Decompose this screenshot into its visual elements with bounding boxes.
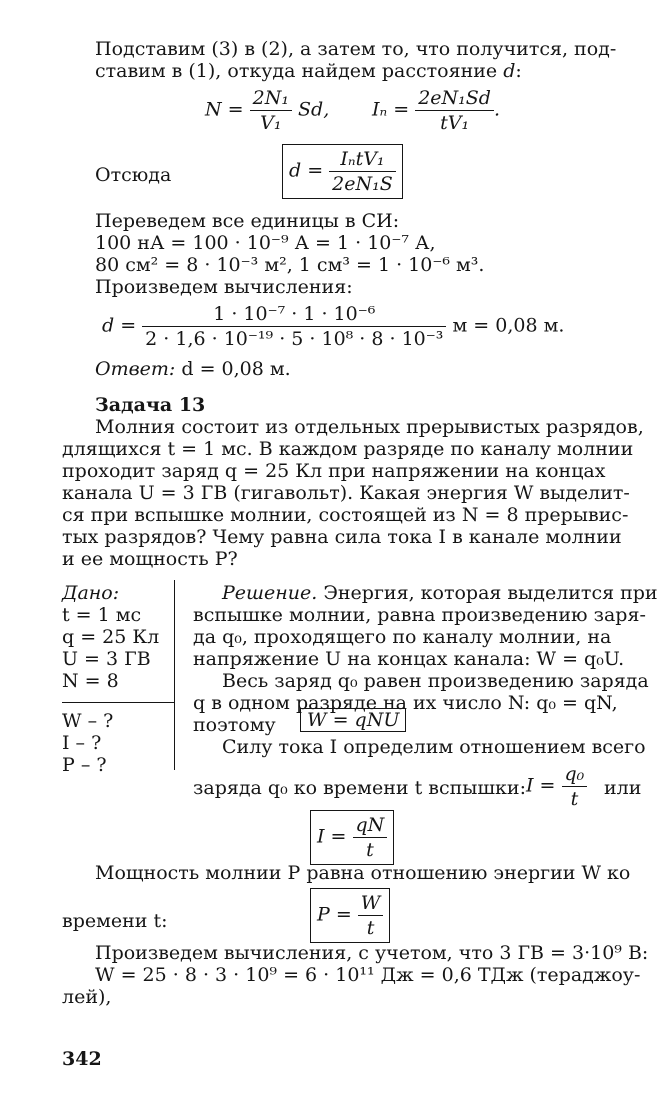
task-line: Молния состоит из отдельных прерывистых разрядов, — [95, 416, 644, 438]
solution-line: заряда q₀ ко времени t вспышки: — [193, 777, 526, 799]
fraction — [415, 86, 494, 135]
given-divider — [62, 702, 174, 703]
calc-result: м = 0,08 м. — [452, 314, 565, 337]
denominator: t — [562, 786, 588, 811]
solution-line: времени t: — [62, 910, 168, 932]
given-block — [62, 580, 175, 776]
solution-line: или — [604, 777, 642, 799]
eq-left: d = — [102, 314, 137, 337]
denominator: tV₁ — [415, 110, 494, 135]
given-item: U = 3 ГВ — [62, 648, 151, 670]
solution-line: поэтому — [193, 714, 276, 736]
unknown-item: P – ? — [62, 754, 107, 776]
denominator: V₁ — [250, 110, 292, 135]
numerator: IₙtV₁ — [340, 148, 385, 170]
unknown-item: W – ? — [62, 710, 114, 732]
solution-line: напряжение U на концах канала: W = q₀U. — [193, 648, 625, 670]
answer-value: d = 0,08 м. — [181, 358, 291, 380]
solution-line: вспышке молнии, равна произведению заря- — [193, 604, 646, 626]
numerator: 2eN₁Sd — [418, 87, 491, 109]
numerator: 1 · 10⁻⁷ · 1 · 10⁻⁶ — [213, 303, 376, 325]
text-line: Произведем вычисления: — [95, 276, 353, 298]
text-line: ставим в (1), откуда найдем расстояние d: — [95, 60, 522, 82]
answer-label: Ответ: — [95, 358, 176, 380]
denominator: 2 · 1,6 · 10⁻¹⁹ · 5 · 10⁸ · 8 · 10⁻³ — [142, 326, 446, 351]
boxed-formula-d — [282, 144, 403, 199]
solution-line: Весь заряд q₀ равен произведению заряда — [222, 670, 649, 692]
solution-label: Решение. — [222, 582, 318, 604]
given-item: q = 25 Кл — [62, 626, 160, 648]
solution-line: q в одном разряде на их число N: q₀ = qN, — [193, 692, 618, 714]
boxed-formula-I — [310, 810, 394, 865]
equation-I-frac — [526, 762, 587, 811]
equation-N — [205, 86, 329, 135]
numerator: 2N₁ — [252, 87, 289, 109]
denominator: t — [358, 915, 384, 940]
solution-line: Силу тока I определим отношением всего — [222, 736, 646, 758]
fraction — [353, 813, 388, 862]
text-line: Переведем все единицы в СИ: — [95, 210, 400, 232]
task-line: проходит заряд q = 25 Кл при напряжении на концах — [62, 460, 606, 482]
solution-line: лей), — [62, 986, 112, 1008]
given-item: t = 1 мс — [62, 604, 142, 626]
solution-line: да q₀, проходящего по каналу молнии, на — [193, 626, 612, 648]
given-item: N = 8 — [62, 670, 119, 692]
task-line: ся при вспышке молнии, состоящей из N = 8 прерывис- — [62, 504, 629, 526]
text-span: ставим в (1), откуда найдем расстояние — [95, 60, 498, 82]
eq-left: I = — [317, 825, 347, 848]
task-heading: Задача 13 — [95, 394, 206, 416]
solution-line: W = 25 · 8 · 3 · 10⁹ = 6 · 10¹¹ Дж = 0,6 ТДж (тераджоу- — [95, 964, 641, 986]
unknown-item: I – ? — [62, 732, 102, 754]
task-line: длящихся t = 1 мс. В каждом разряде по каналу молнии — [62, 438, 634, 460]
calc-equation — [102, 302, 564, 351]
eq-left: Iₙ = — [372, 98, 410, 121]
answer-line — [95, 358, 291, 380]
eq-left: N = — [205, 98, 244, 121]
boxed-formula-P — [310, 888, 390, 943]
fraction — [250, 86, 292, 135]
text-line: 100 нА = 100 · 10⁻⁹ А = 1 · 10⁻⁷ А, — [95, 232, 436, 254]
fraction — [358, 891, 384, 940]
boxed-formula-W: W = qNU — [300, 708, 406, 732]
eq-left: d = — [289, 159, 324, 182]
fraction — [142, 302, 446, 351]
task-line: тых разрядов? Чему равна сила тока I в канале молнии — [62, 526, 622, 548]
task-line: канала U = 3 ГВ (гигавольт). Какая энергия W выделит- — [62, 482, 630, 504]
numerator: qN — [355, 814, 385, 836]
eq-left: I = — [526, 774, 556, 797]
denominator: t — [353, 837, 388, 862]
solution-line: Произведем вычисления, с учетом, что 3 ГВ = 3·10⁹ В: — [95, 942, 649, 964]
numerator: q₀ — [564, 763, 585, 785]
denominator: 2eN₁S — [329, 171, 396, 196]
text-line: 80 см² = 8 · 10⁻³ м², 1 см³ = 1 · 10⁻⁶ м³. — [95, 254, 485, 276]
given-label: Дано: — [62, 582, 120, 604]
task-line: и ее мощность P? — [62, 548, 238, 570]
equation-I: Iₙ = $\frac{\text{2eN₁Sd}}{\text{tV₁}}$ . — [372, 87, 501, 134]
numerator: W — [360, 892, 381, 914]
text-line: Подставим (3) в (2), а затем то, что получится, под- — [95, 38, 617, 60]
solution-line: Мощность молнии P равна отношению энергии W ко — [95, 862, 631, 884]
eq-left: P = — [317, 903, 352, 926]
fraction — [329, 147, 396, 196]
text-line: Отсюда — [95, 164, 172, 186]
eq-tail: Sd, — [298, 98, 330, 121]
text-span: Энергия, которая выделится при — [323, 582, 658, 604]
variable: d — [503, 60, 516, 82]
solution-line — [222, 582, 658, 604]
fraction — [562, 762, 588, 811]
page-number: 342 — [62, 1048, 102, 1070]
